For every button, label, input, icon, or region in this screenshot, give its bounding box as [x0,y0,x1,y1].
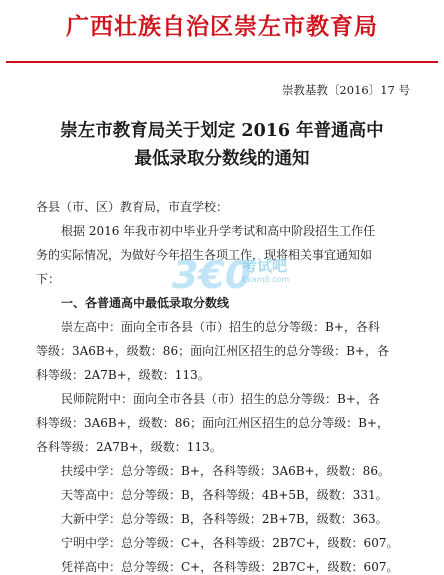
paragraph-line: 各科等级：2A7B+，级数：113。 [36,440,222,454]
school-line: 大新中学：总分等级：B，各科等级：2B+7B，级数：363。 [61,512,388,526]
doc-number: 崇教基教〔2016〕17 号 [281,83,410,97]
paragraph-line: 民师院附中：面向全市各县（市）招生的总分等级：B+，各 [61,392,380,406]
school-line: 宁明中学：总分等级：C+，各科等级：2B7C+，级数：607。 [61,536,399,550]
intro-line: 下： [36,272,61,286]
paragraph-line: 科等级：3A6B+，级数：86；面向江州区招生的总分等级：B+， [36,416,389,430]
header-divider [6,61,438,63]
school-line: 天等高中：总分等级：B，各科等级：4B+5B，级数：331。 [61,488,388,502]
paragraph-line: 崇左高中：面向全市各县（市）招生的总分等级：B+，各科 [61,320,380,334]
intro-line: 根据 2016 年我市初中毕业升学考试和高中阶段招生工作任 [61,224,376,238]
doc-title-line-1: 崇左市教育局关于划定 2016 年普通高中 [60,121,384,141]
paragraph-line: 等级：3A6B+，级数：86；面向江州区招生的总分等级：B+，各 [36,344,389,358]
intro-line: 务的实际情况，为做好今年招生各项工作，现将相关事宜通知如 [36,248,373,262]
watermark-text: 考试吧 [242,257,288,275]
section-heading: 一、各普通高中最低录取分数线 [61,296,230,310]
school-line: 扶绥中学：总分等级：B+，各科等级：3A6B+，级数：86。 [61,464,390,478]
school-line: 凭祥高中：总分等级：C+，各科等级：2B7C+，级数：607。 [61,560,399,574]
salutation: 各县（市、区）教育局，市直学校： [36,200,229,214]
paragraph-line: 科等级：2A7B+，级数：113。 [36,368,210,382]
doc-title-line-2: 最低录取分数线的通知 [134,149,310,169]
watermark-url: Exam8.com [242,275,290,284]
org-header: 广西壮族自治区崇左市教育局 [66,13,378,40]
watermark-number: 3€0 [172,253,252,297]
